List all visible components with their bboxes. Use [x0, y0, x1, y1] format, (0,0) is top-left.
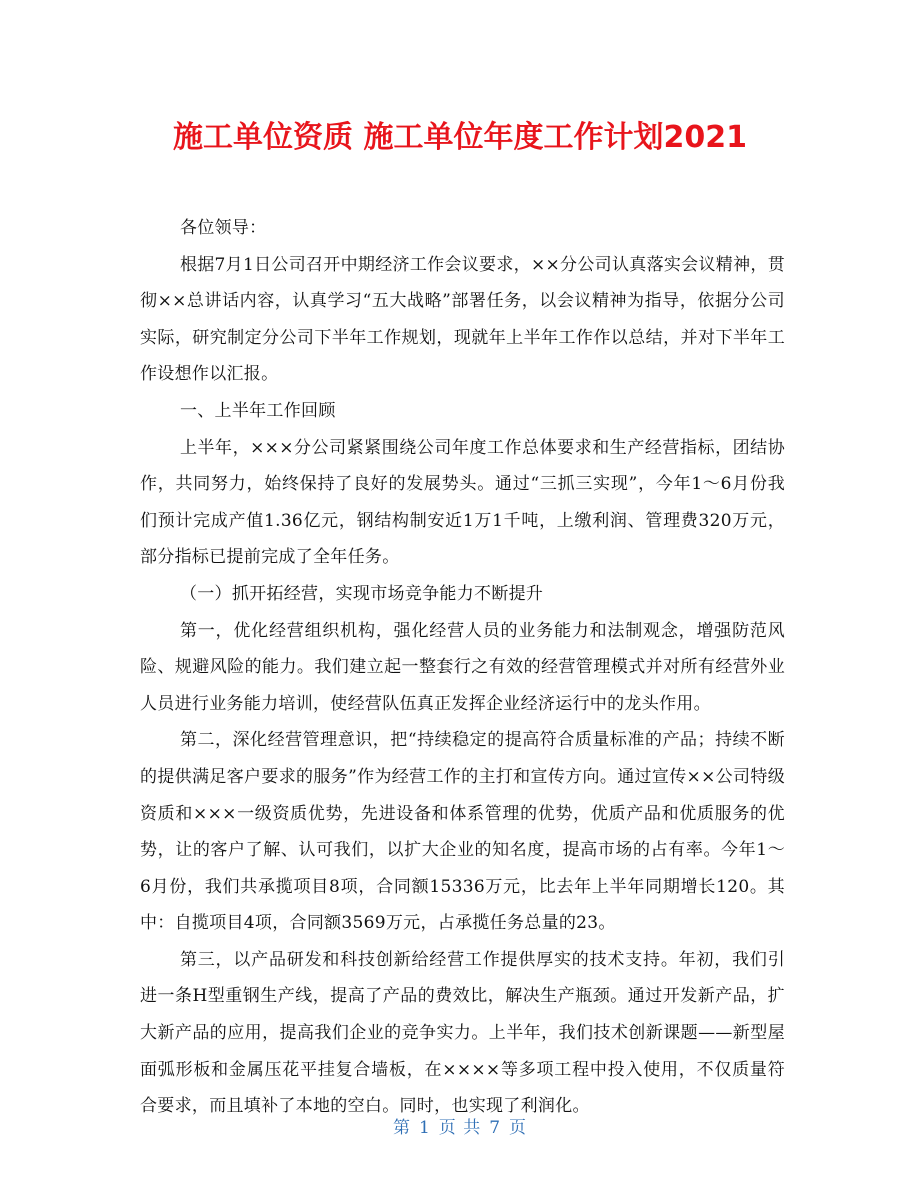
salutation: 各位领导： — [179, 218, 267, 238]
paragraph-review-summary: 上半年，×××分公司紧紧围绕公司年度工作总体要求和生产经营指标，团结协作，共同努力，始终保持了良好的发展势头。通过“三抓三实现”，今年1～6月份我们预计完成产值1.36亿元，钢结构制安近1万1千吨，上缴利润、管理费320万元，部分指标已提前完成了全年任务。 — [140, 437, 785, 568]
footer-total-pages: 7 — [489, 1118, 502, 1138]
subsection-heading-market: （一）抓开拓经营，实现市场竞争能力不断提升 — [179, 583, 544, 604]
document-title: 施工单位资质 施工单位年度工作计划2021 — [173, 120, 747, 155]
footer-page-number: 1 — [418, 1118, 431, 1138]
footer-suffix: 页 — [509, 1118, 528, 1138]
footer-middle: 页 共 — [438, 1118, 482, 1138]
document-body — [140, 210, 785, 1125]
paragraph-first: 第一，优化经营组织机构，强化经营人员的业务能力和法制观念，增强防范风险、规避风险的能力。我们建立起一整套行之有效的经营管理模式并对所有经营外业人员进行业务能力培训，使经营队伍真正发挥企业经济运行中的龙头作用。 — [140, 620, 785, 714]
footer-prefix: 第 — [392, 1118, 411, 1138]
paragraph-intro: 根据7月1日公司召开中期经济工作会议要求，××分公司认真落实会议精神，贯彻××总讲话内容，认真学习“五大战略”部署任务，以会议精神为指导，依据分公司实际，研究制定分公司下半年工作规划，现就年上半年工作作以总结，并对下半年工作设想作以汇报。 — [140, 254, 785, 385]
paragraph-second: 第二，深化经营管理意识，把“持续稳定的提高符合质量标准的产品；持续不断的提供满足客户要求的服务”作为经营工作的主打和宣传方向。通过宣传××公司特级资质和×××一级资质优势，先进设备和体系管理的优势，优质产品和优质服务的优势，让的客户了解、认可我们，以扩大企业的知名度，提高市场的占有率。今年1～6月份，我们共承揽项目8项，合同额15336万元，比去年上半年同期增长120。其中：自揽项目4项，合同额3569万元，占承揽任务总量的23。 — [140, 730, 785, 934]
section-heading-review: 一、上半年工作回顾 — [179, 400, 336, 421]
paragraph-third: 第三，以产品研发和科技创新给经营工作提供厚实的技术支持。年初，我们引进一条H型重钢生产线，提高了产品的费效比，解决生产瓶颈。通过开发新产品，扩大新产品的应用，提高我们企业的竞争实力。上半年，我们技术创新课题——新型屋面弧形板和金属压花平挂复合墙板，在××××等多项工程中投入使用，不仅质量符合要求，而且填补了本地的空白。同时，也实现了利润化。 — [140, 949, 785, 1117]
page-footer — [0, 1113, 920, 1138]
